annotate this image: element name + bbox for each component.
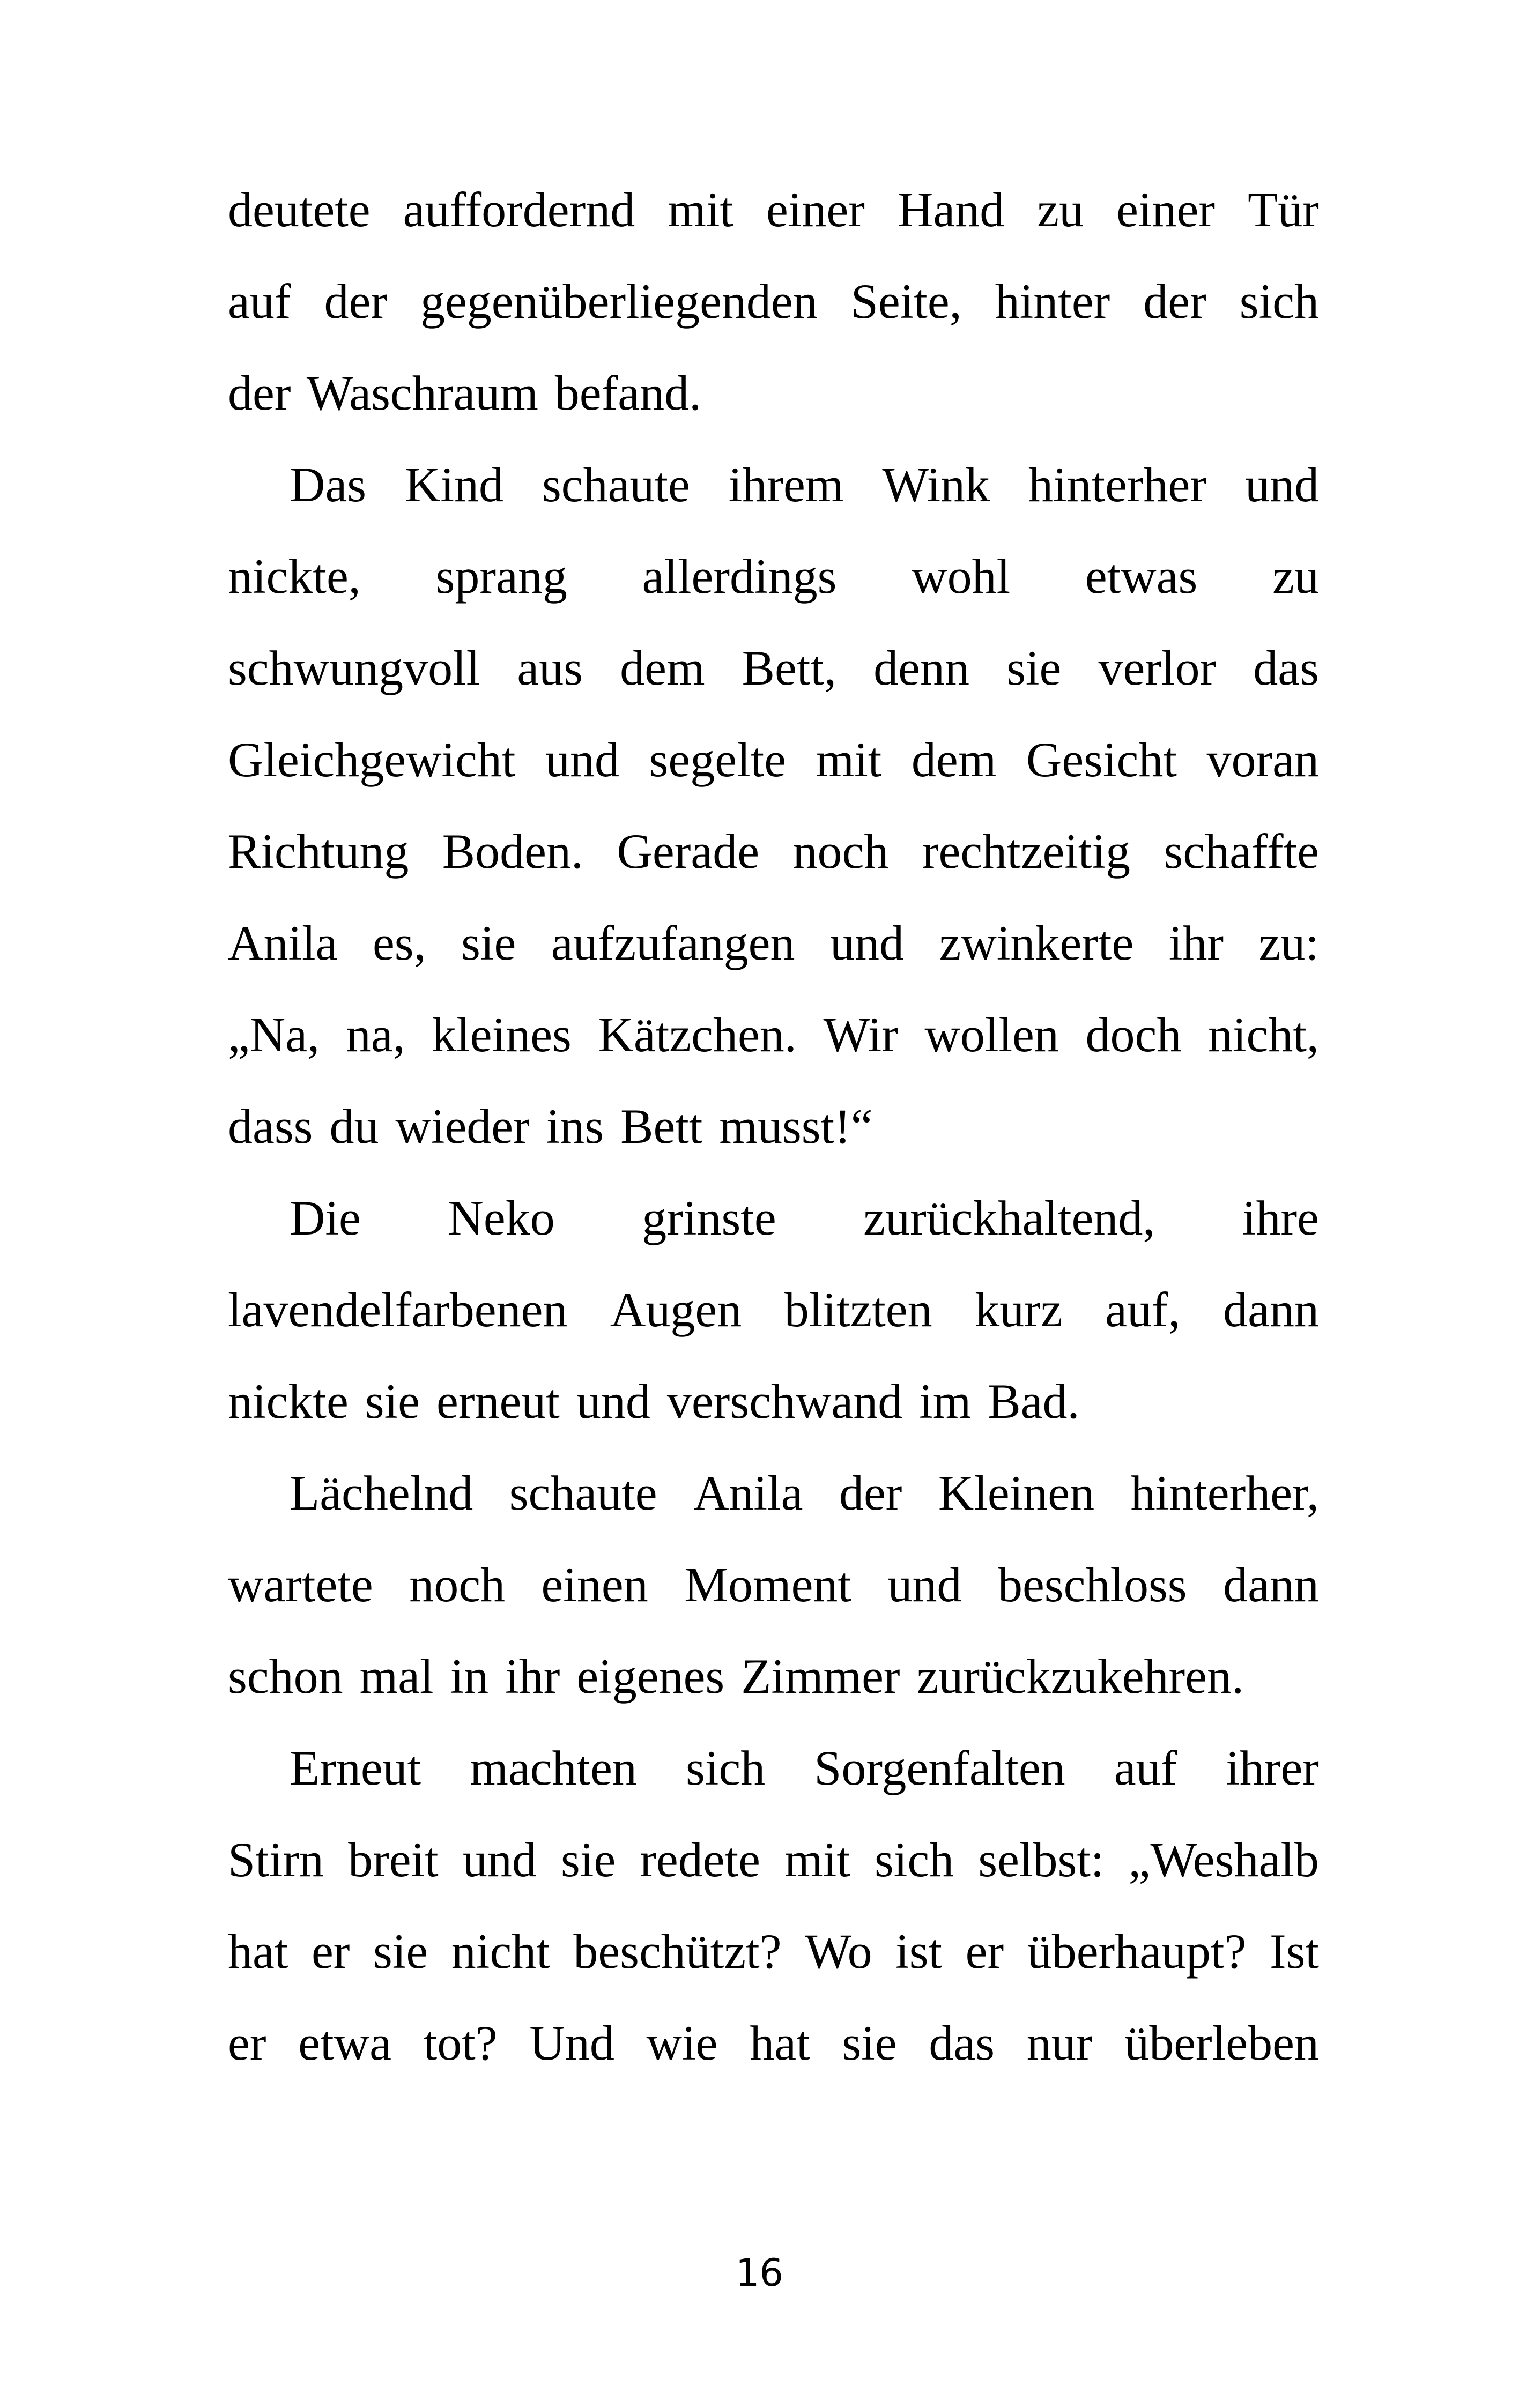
word: mit (668, 182, 733, 237)
word: Gerade (617, 824, 760, 879)
word: noch (409, 1557, 506, 1612)
word: überleben (1124, 2016, 1319, 2070)
word: schwungvoll (228, 641, 480, 695)
word: allerdings (642, 549, 837, 604)
text-line: der Waschraum befand. (228, 366, 702, 420)
word: zurückhaltend, (863, 1191, 1155, 1245)
word: Wo (805, 1924, 872, 1979)
text-line (228, 643, 1319, 735)
word: Anila (228, 916, 338, 970)
word: beschloss (997, 1557, 1187, 1612)
word: und (545, 732, 620, 787)
word: Boden. (442, 824, 583, 879)
word: er (311, 1924, 350, 1979)
word: sie (373, 1924, 428, 1979)
word: Lächelnd (290, 1466, 473, 1520)
word: Kleinen (938, 1466, 1095, 1520)
word: zu (1272, 549, 1319, 604)
word: dann (1223, 1557, 1319, 1612)
word: verlor (1098, 641, 1217, 695)
word: ihr (1168, 916, 1224, 970)
word: Richtung (228, 824, 409, 879)
word: Stirn (228, 1832, 324, 1887)
word: sprang (435, 549, 567, 604)
text-line (228, 1193, 1319, 1285)
text-line: nickte sie erneut und verschwand im Bad. (228, 1374, 1080, 1429)
word: etwas (1085, 549, 1198, 604)
text-line (228, 274, 1319, 368)
word: Die (290, 1191, 361, 1245)
word: zwinkerte (939, 916, 1134, 970)
word: sie (461, 916, 516, 970)
word: Und (529, 2016, 614, 2070)
word: machten (470, 1741, 637, 1795)
text-line (228, 918, 1319, 1010)
word: doch (1085, 1007, 1182, 1062)
word: Gleichgewicht (228, 732, 516, 787)
word: und (1244, 457, 1319, 512)
word: auf, (1105, 1282, 1181, 1337)
word: ihrer (1226, 1741, 1319, 1795)
word: Moment (684, 1557, 851, 1612)
word: tot? (423, 2016, 498, 2070)
word: wohl (912, 549, 1011, 604)
word: schaute (509, 1466, 657, 1520)
word: einer (1116, 182, 1216, 237)
word: blitzten (784, 1282, 932, 1337)
word: Wir (823, 1007, 898, 1062)
text-line (228, 1468, 1319, 1560)
word: „Weshalb (1128, 1832, 1319, 1887)
word: das (929, 2016, 995, 2070)
word: mit (816, 732, 882, 787)
word: auf (1114, 1741, 1177, 1795)
text-line (228, 457, 1319, 552)
text-line (228, 1282, 1319, 1377)
word: Das (290, 457, 367, 512)
word: überhaupt? (1027, 1924, 1247, 1979)
word: grinste (642, 1191, 776, 1245)
word: Erneut (290, 1741, 421, 1795)
word: deutete (228, 182, 371, 237)
word: hat (228, 1924, 288, 1979)
word: sich (685, 1741, 766, 1795)
word: das (1253, 641, 1319, 695)
word: Gesicht (1026, 732, 1177, 787)
word: ist (895, 1924, 943, 1979)
text-line (228, 2018, 1319, 2110)
word: „Na, (228, 1007, 320, 1062)
word: dem (620, 641, 705, 695)
word: gegenüberliegenden (420, 274, 818, 329)
word: und (887, 1557, 962, 1612)
word: sie (560, 1832, 616, 1887)
word: noch (792, 824, 889, 879)
word: voran (1206, 732, 1319, 787)
word: der (1143, 274, 1206, 329)
text-line (228, 1557, 1319, 1652)
word: dem (911, 732, 997, 787)
word: hat (750, 2016, 810, 2070)
word: zu (1037, 182, 1084, 237)
word: er (965, 1924, 1004, 1979)
word: beschützt? (573, 1924, 782, 1979)
word: breit (348, 1832, 439, 1887)
word: schaffte (1164, 824, 1319, 879)
word: Ist (1269, 1924, 1319, 1979)
word: der (839, 1466, 902, 1520)
word: aufzufangen (551, 916, 795, 970)
word: kleines (432, 1007, 572, 1062)
word: hinter (995, 274, 1110, 329)
word: kurz (975, 1282, 1063, 1337)
word: wie (646, 2016, 718, 2070)
word: einer (766, 182, 865, 237)
text-line (228, 1832, 1319, 1927)
word: mit (784, 1832, 850, 1887)
word: lavendelfarbenen (228, 1282, 568, 1337)
text-line (228, 1924, 1319, 2018)
word: nur (1026, 2016, 1093, 2070)
word: es, (372, 916, 426, 970)
word: sich (1239, 274, 1319, 329)
word: nickte, (228, 549, 361, 604)
word: nicht (451, 1924, 550, 1979)
word: ihrem (728, 457, 844, 512)
page-number: 16 (735, 2251, 784, 2295)
word: segelte (649, 732, 787, 787)
text-line (228, 549, 1319, 643)
word: der (324, 274, 387, 329)
text-line (228, 1743, 1319, 1835)
word: etwa (298, 2016, 391, 2070)
word: und (830, 916, 905, 970)
word: hinterher, (1130, 1466, 1319, 1520)
word: selbst: (978, 1832, 1105, 1887)
text-line (228, 824, 1319, 918)
word: schaute (542, 457, 690, 512)
word: nicht, (1207, 1007, 1319, 1062)
word: Bett, (742, 641, 836, 695)
word: ihre (1242, 1191, 1319, 1245)
word: rechtzeitig (922, 824, 1131, 879)
word: Hand (897, 182, 1005, 237)
word: einen (541, 1557, 648, 1612)
word: na, (346, 1007, 405, 1062)
word: sie (1006, 641, 1062, 695)
word: Anila (693, 1466, 803, 1520)
word: wollen (924, 1007, 1059, 1062)
word: dann (1223, 1282, 1319, 1337)
word: redete (640, 1832, 760, 1887)
word: sie (842, 2016, 897, 2070)
word: Sorgenfalten (814, 1741, 1065, 1795)
word: wartete (228, 1557, 373, 1612)
word: Kind (405, 457, 504, 512)
word: Tür (1248, 182, 1319, 237)
word: Kätzchen. (598, 1007, 797, 1062)
text-line: schon mal in ihr eigenes Zimmer zurückzukehren. (228, 1649, 1244, 1704)
word: Seite, (850, 274, 962, 329)
word: aus (517, 641, 583, 695)
word: Augen (610, 1282, 742, 1337)
word: Wink (882, 457, 990, 512)
word: er (228, 2016, 266, 2070)
text-line (228, 182, 1319, 277)
text-line (228, 1007, 1319, 1102)
word: und (462, 1832, 537, 1887)
word: hinterher (1028, 457, 1207, 512)
text-line (228, 732, 1319, 827)
word: Neko (448, 1191, 555, 1245)
word: auffordernd (403, 182, 635, 237)
word: denn (873, 641, 969, 695)
text-line: dass du wieder ins Bett musst!“ (228, 1099, 873, 1154)
word: sich (874, 1832, 954, 1887)
word: auf (228, 274, 291, 329)
word: zu: (1258, 916, 1319, 970)
